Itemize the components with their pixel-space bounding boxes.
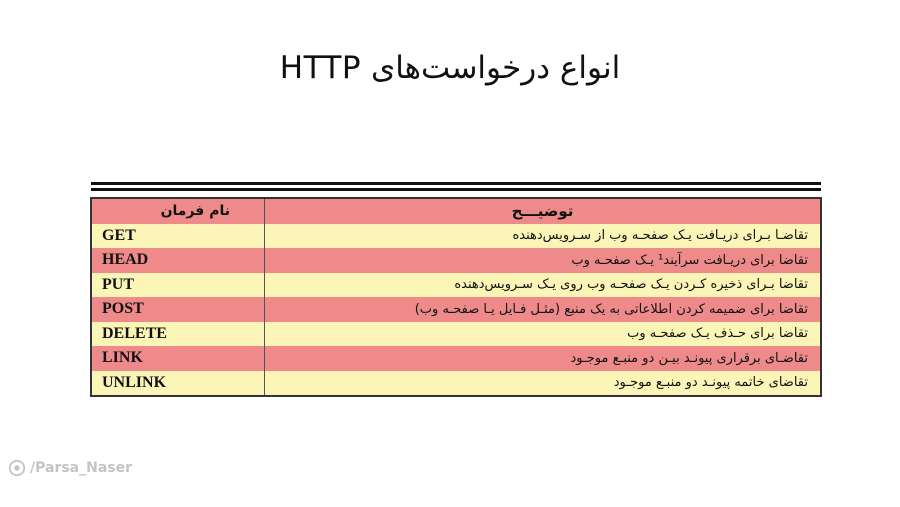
description-cell: تقاضـای برقراری پیونـد بیـن دو منبـع موجـود: [265, 346, 822, 371]
top-rule-2: [91, 188, 821, 191]
command-cell: LINK: [91, 346, 265, 371]
table-row: [91, 371, 821, 397]
table-row: [91, 346, 821, 371]
command-cell: PUT: [91, 273, 265, 298]
command-cell: POST: [91, 297, 265, 322]
table-row: [91, 273, 821, 298]
description-cell: تقاضـا بـرای دریـافت یـک صفحـه وب از سـرویس‌دهنده: [265, 224, 822, 249]
description-cell: تقاضا بـرای ذخیره کـردن یـک صفحـه وب روی یـک سـرویس‌دهنده: [265, 273, 822, 298]
description-cell: تقاضای خاتمه پیونـد دو منبـع موجـود: [265, 371, 822, 397]
http-requests-table: [90, 197, 822, 397]
description-cell: تقاضا برای دریـافت سرآیند¹ یـک صفحـه وب: [265, 248, 822, 273]
table-row: [91, 224, 821, 249]
table-row: [91, 322, 821, 347]
description-cell: تقاضا برای حـذف یـک صفحـه وب: [265, 322, 822, 347]
table-row: [91, 297, 821, 322]
header-description: توضیـــح: [265, 198, 822, 224]
table-header-row: [91, 198, 821, 224]
command-cell: HEAD: [91, 248, 265, 273]
command-cell: UNLINK: [91, 371, 265, 397]
command-cell: DELETE: [91, 322, 265, 347]
slide-title: انواع درخواست‌های HTTP: [279, 50, 621, 86]
top-rule-1: [91, 182, 821, 185]
telegram-like-logo-icon: [8, 459, 26, 477]
description-cell: تقاضا برای ضمیمه کردن اطلاعاتی به یک منبع (مثـل فـایل یـا صفحـه وب): [265, 297, 822, 322]
watermark-text: /Parsa_Naser: [30, 460, 133, 476]
table-row: [91, 248, 821, 273]
command-cell: GET: [91, 224, 265, 249]
header-command: نام فرمان: [91, 198, 265, 224]
watermark: [8, 459, 132, 477]
